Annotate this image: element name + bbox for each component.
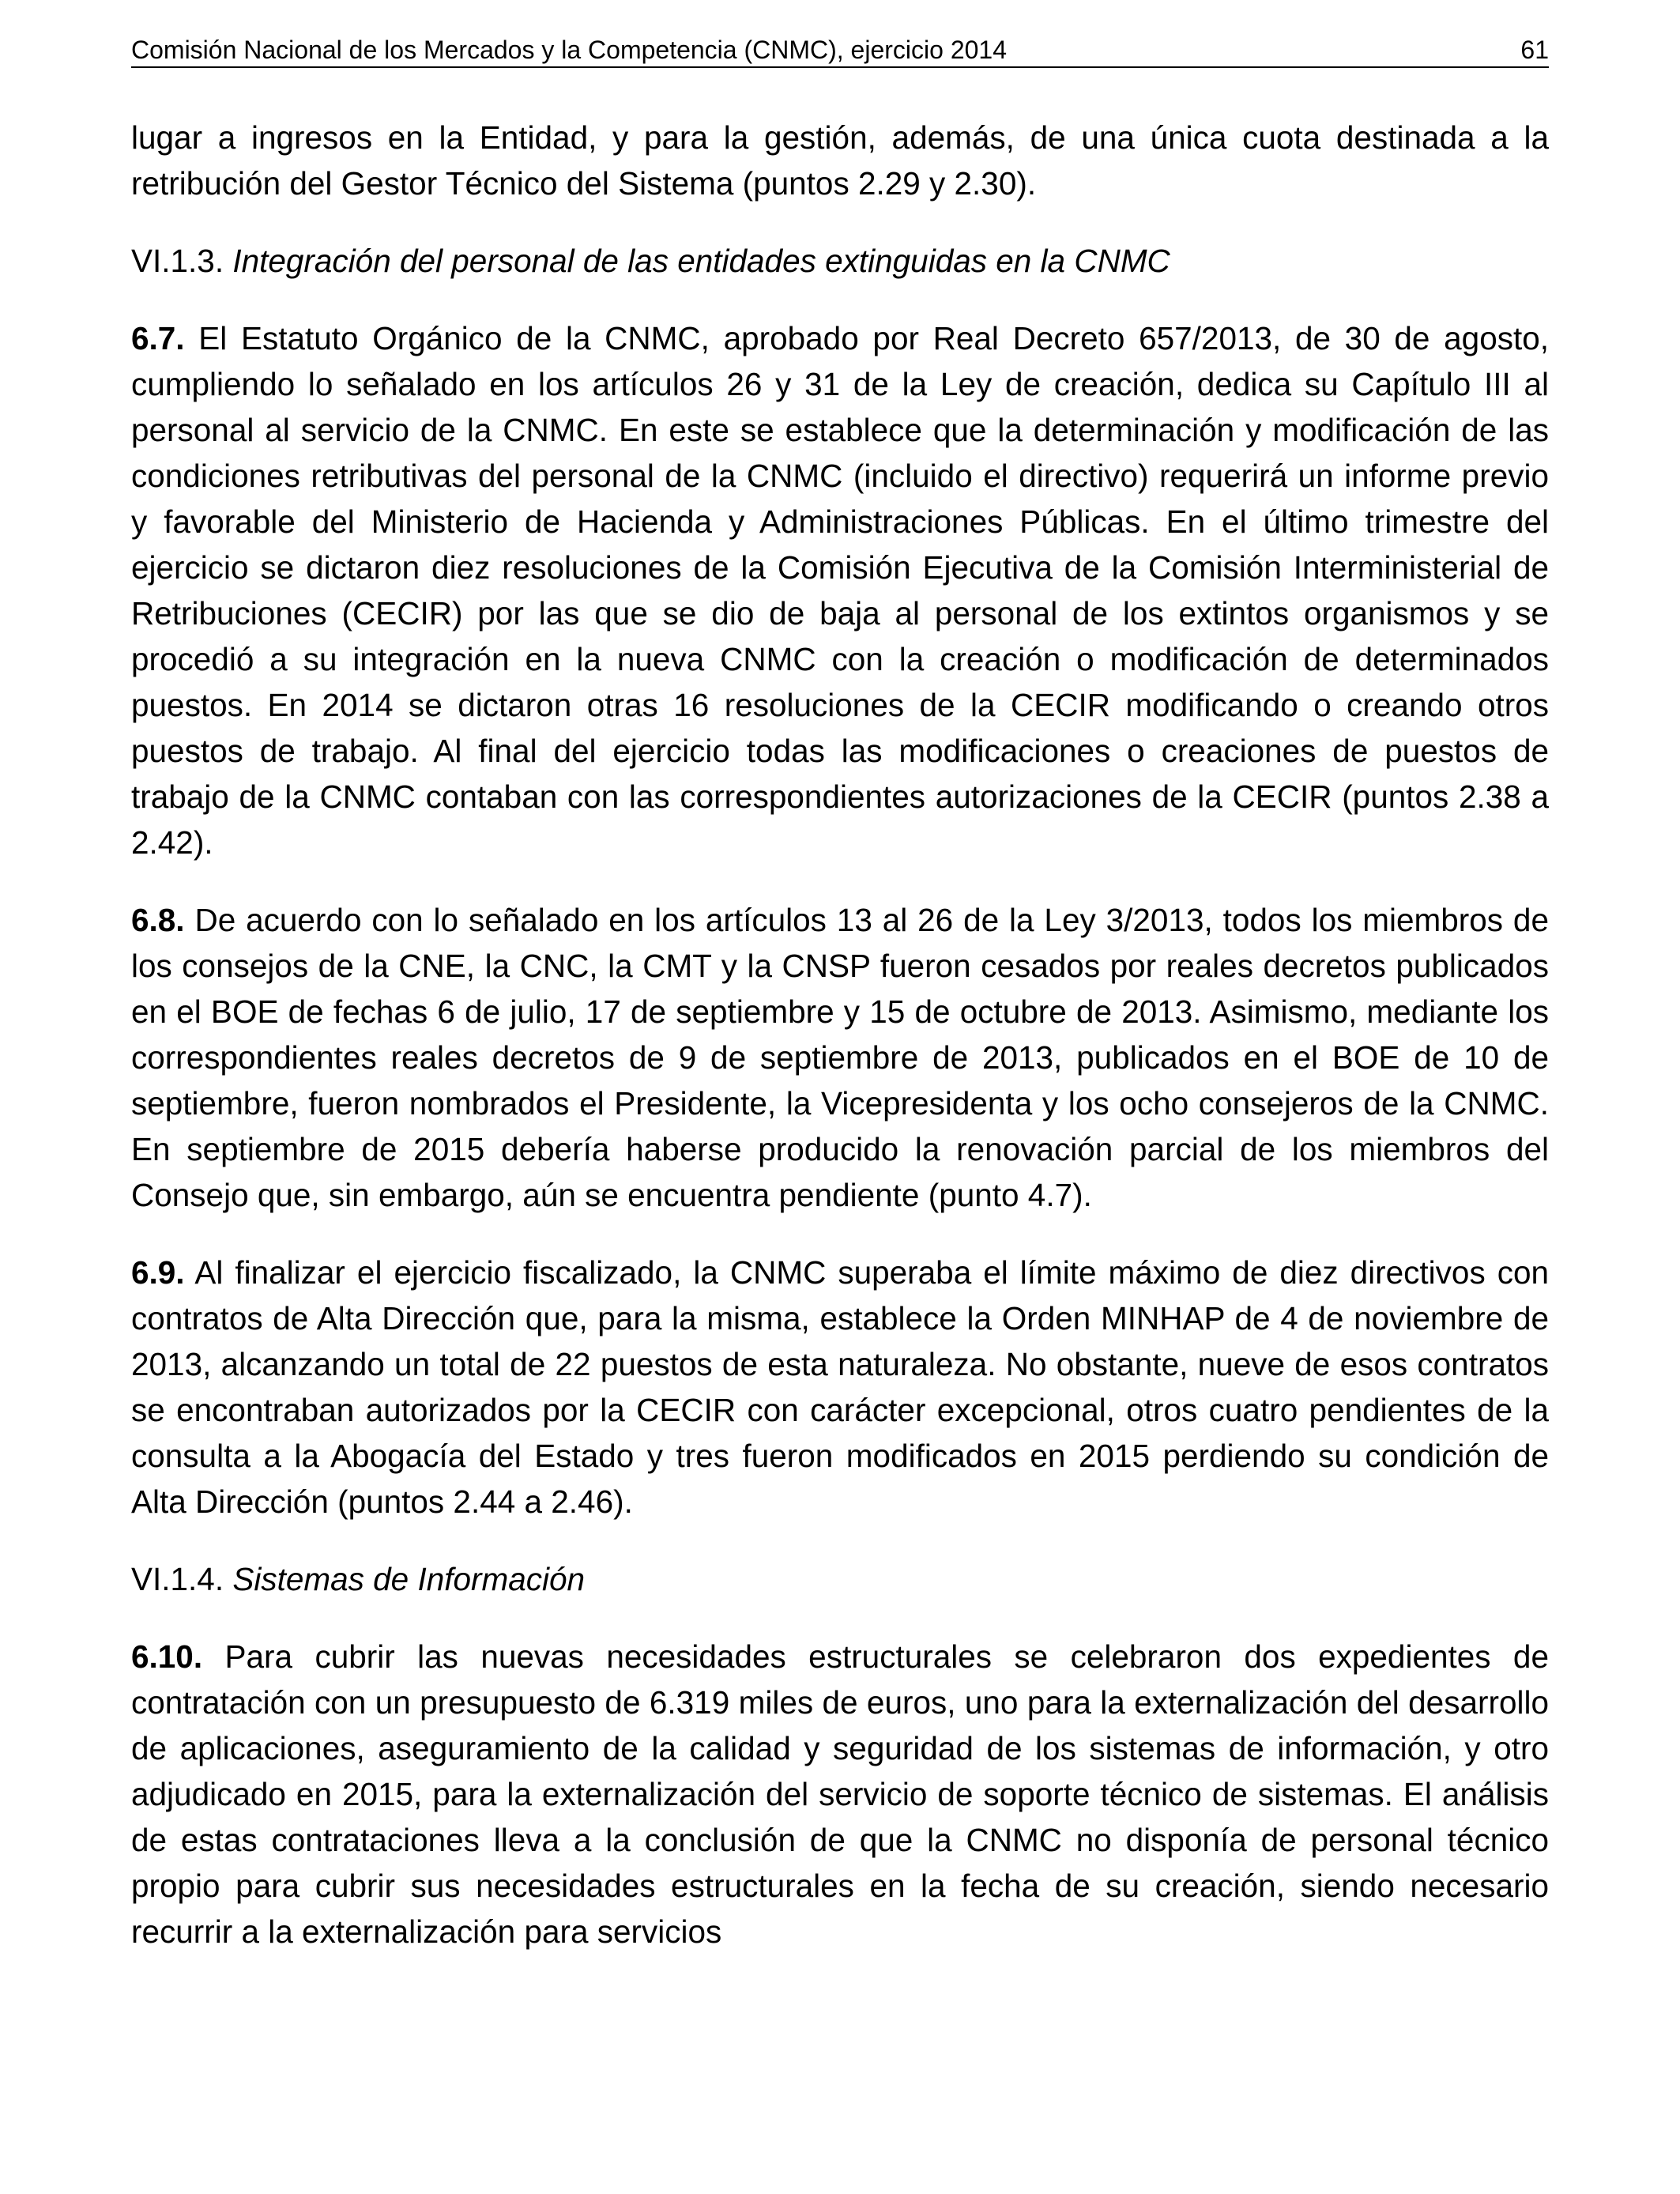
section-title: Integración del personal de las entidades extinguidas en la CNMC (232, 243, 1170, 279)
section-heading-1-4 (131, 1556, 1549, 1602)
intro-text: lugar a ingresos en la Entidad, y para la gestión, además, de una única cuota destinada a la retribución del Gestor Técnico del Sistema (puntos 2.29 y 2.30). (131, 119, 1549, 202)
paragraph-text: De acuerdo con lo señalado en los artículos 13 al 26 de la Ley 3/2013, todos los miembros de los consejos de la CNE, la CNC, la CMT y la CNSP fueron cesados por reales decretos publicados en el BOE de fechas 6 de julio, 17 de septiembre y 15 de octubre de 2013. Asimismo, mediante los correspondientes reales decretos de 9 de septiembre de 2013, publicados en el BOE de 10 de septiembre, fueron nombrados el Presidente, la Vicepresidenta y los ocho consejeros de la CNMC. En septiembre de 2015 debería haberse producido la renovación parcial de los miembros del Consejo que, sin embargo, aún se encuentra pendiente (punto 4.7). (131, 902, 1549, 1213)
paragraph-6-7 (131, 315, 1549, 865)
paragraph-text: Para cubrir las nuevas necesidades estructurales se celebraron dos expedientes de contratación con un presupuesto de 6.319 miles de euros, uno para la externalización del desarrollo de aplicaciones, aseguramiento de la calidad y seguridad de los sistemas de información, y otro adjudicado en 2015, para la externalización del servicio de soporte técnico de sistemas. El análisis de estas contrataciones lleva a la conclusión de que la CNMC no disponía de personal técnico propio para cubrir sus necesidades estructurales en la fecha de su creación, siendo necesario recurrir a la externalización para servicios (131, 1638, 1549, 1950)
section-title: Sistemas de Información (232, 1561, 586, 1597)
paragraph-text: Al finalizar el ejercicio fiscalizado, la CNMC superaba el límite máximo de diez directivos con contratos de Alta Dirección que, para la misma, establece la Orden MINHAP de 4 de noviembre de 2013, alcanzando un total de 22 puestos de esta naturaleza. No obstante, nueve de esos contratos se encontraban autorizados por la CECIR con carácter excepcional, otros cuatro pendientes de la consulta a la Abogacía del Estado y tres fueron modificados en 2015 perdiendo su condición de Alta Dirección (puntos 2.44 a 2.46). (131, 1254, 1549, 1520)
paragraph-text: El Estatuto Orgánico de la CNMC, aprobado por Real Decreto 657/2013, de 30 de agosto, cumpliendo lo señalado en los artículos 26 y 31 de la Ley de creación, dedica su Capítulo III al personal al servicio de la CNMC. En este se establece que la determinación y modificación de las condiciones retributivas del personal de la CNMC (incluido el directivo) requerirá un informe previo y favorable del Ministerio de Hacienda y Administraciones Públicas. En el último trimestre del ejercicio se dictaron diez resoluciones de la Comisión Ejecutiva de la Comisión Interministerial de Retribuciones (CECIR) por las que se dio de baja al personal de los extintos organismos y se procedió a su integración en la nueva CNMC con la creación o modificación de determinados puestos. En 2014 se dictaron otras 16 resoluciones de la CECIR modificando o creando otros puestos de trabajo. Al final del ejercicio todas las modificaciones o creaciones de puestos de trabajo de la CNMC contaban con las correspondientes autorizaciones de la CECIR (puntos 2.38 a 2.42). (131, 320, 1549, 861)
paragraph-number: 6.8. (131, 902, 185, 938)
paragraph-6-9 (131, 1250, 1549, 1525)
section-number: VI.1.4. (131, 1561, 224, 1597)
page-number: 61 (1520, 36, 1549, 64)
paragraph-number: 6.10. (131, 1638, 203, 1675)
page-header (131, 33, 1549, 68)
paragraph-6-8 (131, 897, 1549, 1218)
paragraph-number: 6.7. (131, 320, 185, 356)
header-title: Comisión Nacional de los Mercados y la Competencia (CNMC), ejercicio 2014 (131, 36, 1007, 64)
paragraph-number: 6.9. (131, 1254, 185, 1291)
intro-paragraph (131, 115, 1549, 206)
section-number: VI.1.3. (131, 243, 224, 279)
paragraph-6-10 (131, 1634, 1549, 1955)
document-body (131, 115, 1549, 1986)
section-heading-1-3 (131, 238, 1549, 284)
